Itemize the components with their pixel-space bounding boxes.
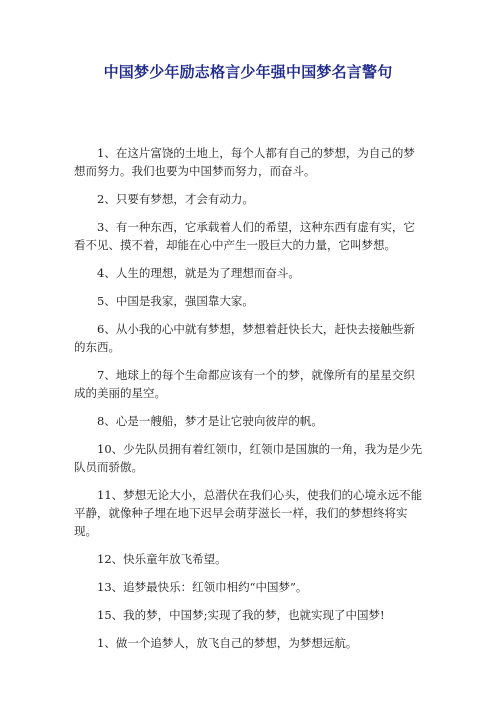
- paragraph-1b: 1、做一个追梦人，放飞自己的梦想，为梦想远航。: [97, 636, 358, 650]
- document-title: 中国梦少年励志格言少年强中国梦名言警句: [103, 63, 393, 81]
- paragraph-1: 1、在这片富饶的土地上，每个人都有自己的梦想，为自己的梦想而努力。我们也要为中国梦而努力，而奋斗。: [74, 146, 415, 178]
- paragraph-15: 15、我的梦，中国梦;实现了我的梦，也就实现了中国梦!: [97, 608, 385, 622]
- paragraph-8: 8、心是一艘船，梦才是让它驶向彼岸的帆。: [97, 414, 323, 428]
- paragraph-2: 2、只要有梦想，才会有动力。: [97, 192, 254, 206]
- paragraph-4: 4、人生的理想，就是为了理想而奋斗。: [97, 266, 300, 280]
- paragraph-12: 12、快乐童年放飞希望。: [97, 552, 227, 566]
- paragraph-10: 10、少先队员拥有着红领巾，红领巾是国旗的一角，我为是少先队员而骄傲。: [74, 442, 423, 474]
- document-body: [74, 144, 424, 662]
- paragraph-13: 13、追梦最快乐：红领巾相约“中国梦”。: [97, 580, 308, 594]
- paragraph-5: 5、中国是我家，强国靠大家。: [97, 294, 254, 308]
- paragraph-7: 7、地球上的每个生命都应该有一个的梦，就像所有的星星交织成的美丽的星空。: [74, 368, 415, 400]
- paragraph-11: 11、梦想无论大小，总潜伏在我们心头，使我们的心境永远不能平静，就像种子埋在地下迟早会萌芽滋长一样，我们的梦想终将实现。: [74, 488, 423, 538]
- paragraph-6: 6、从小我的心中就有梦想，梦想着赶快长大，赶快去接触些新的东西。: [74, 322, 415, 354]
- paragraph-3: 3、有一种东西，它承载着人们的希望，这种东西有虚有实，它看不见、摸不着，却能在心中产生一股巨大的力量，它叫梦想。: [74, 220, 415, 252]
